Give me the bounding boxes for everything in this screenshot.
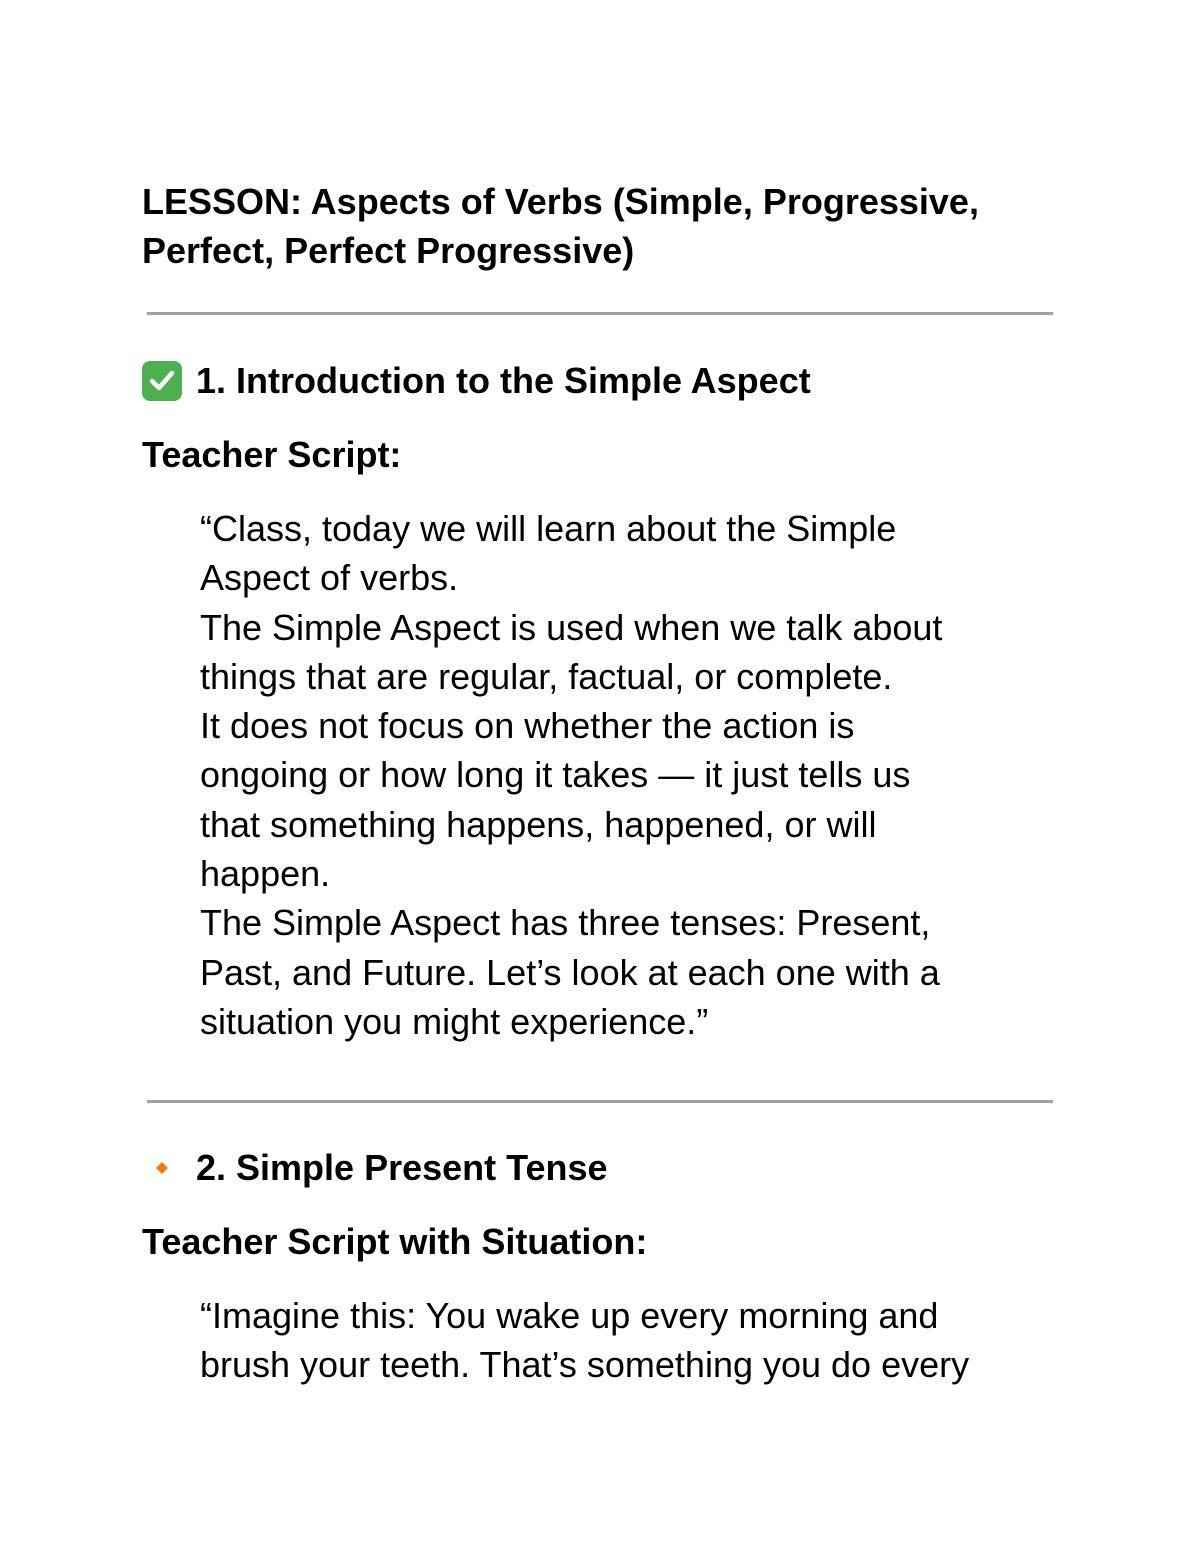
teacher-script-label: Teacher Script:: [142, 434, 402, 475]
lesson-title: LESSON: Aspects of Verbs (Simple, Progressive, Perfect, Perfect Progressive): [142, 181, 979, 271]
section-heading-text: 2. Simple Present Tense: [196, 1147, 608, 1188]
teacher-script-situation-label: Teacher Script with Situation:: [142, 1221, 648, 1262]
section-heading-simple-aspect: [142, 359, 811, 403]
horizontal-divider: [147, 1100, 1053, 1103]
check-mark-icon: [142, 361, 182, 401]
teacher-script-text: “Imagine this: You wake up every morning and brush your teeth. That’s something you do every: [200, 1295, 970, 1386]
section-heading-simple-present: [142, 1146, 608, 1190]
section-heading-text: 1. Introduction to the Simple Aspect: [196, 360, 811, 401]
teacher-script-text: “Class, today we will learn about the Simple Aspect of verbs. The Simple Aspect is used when we talk about things that are regular, factual, or complete. It does not focus on whether the action is ongoing or how long it takes — it just tells us that something happens, happened, or will happen. The Simple Aspect has three tenses: Present, Past, and Future. Let’s look at each one with a situation you might experience.”: [200, 508, 943, 1042]
horizontal-divider: [147, 312, 1053, 315]
orange-diamond-icon: [142, 1148, 182, 1188]
